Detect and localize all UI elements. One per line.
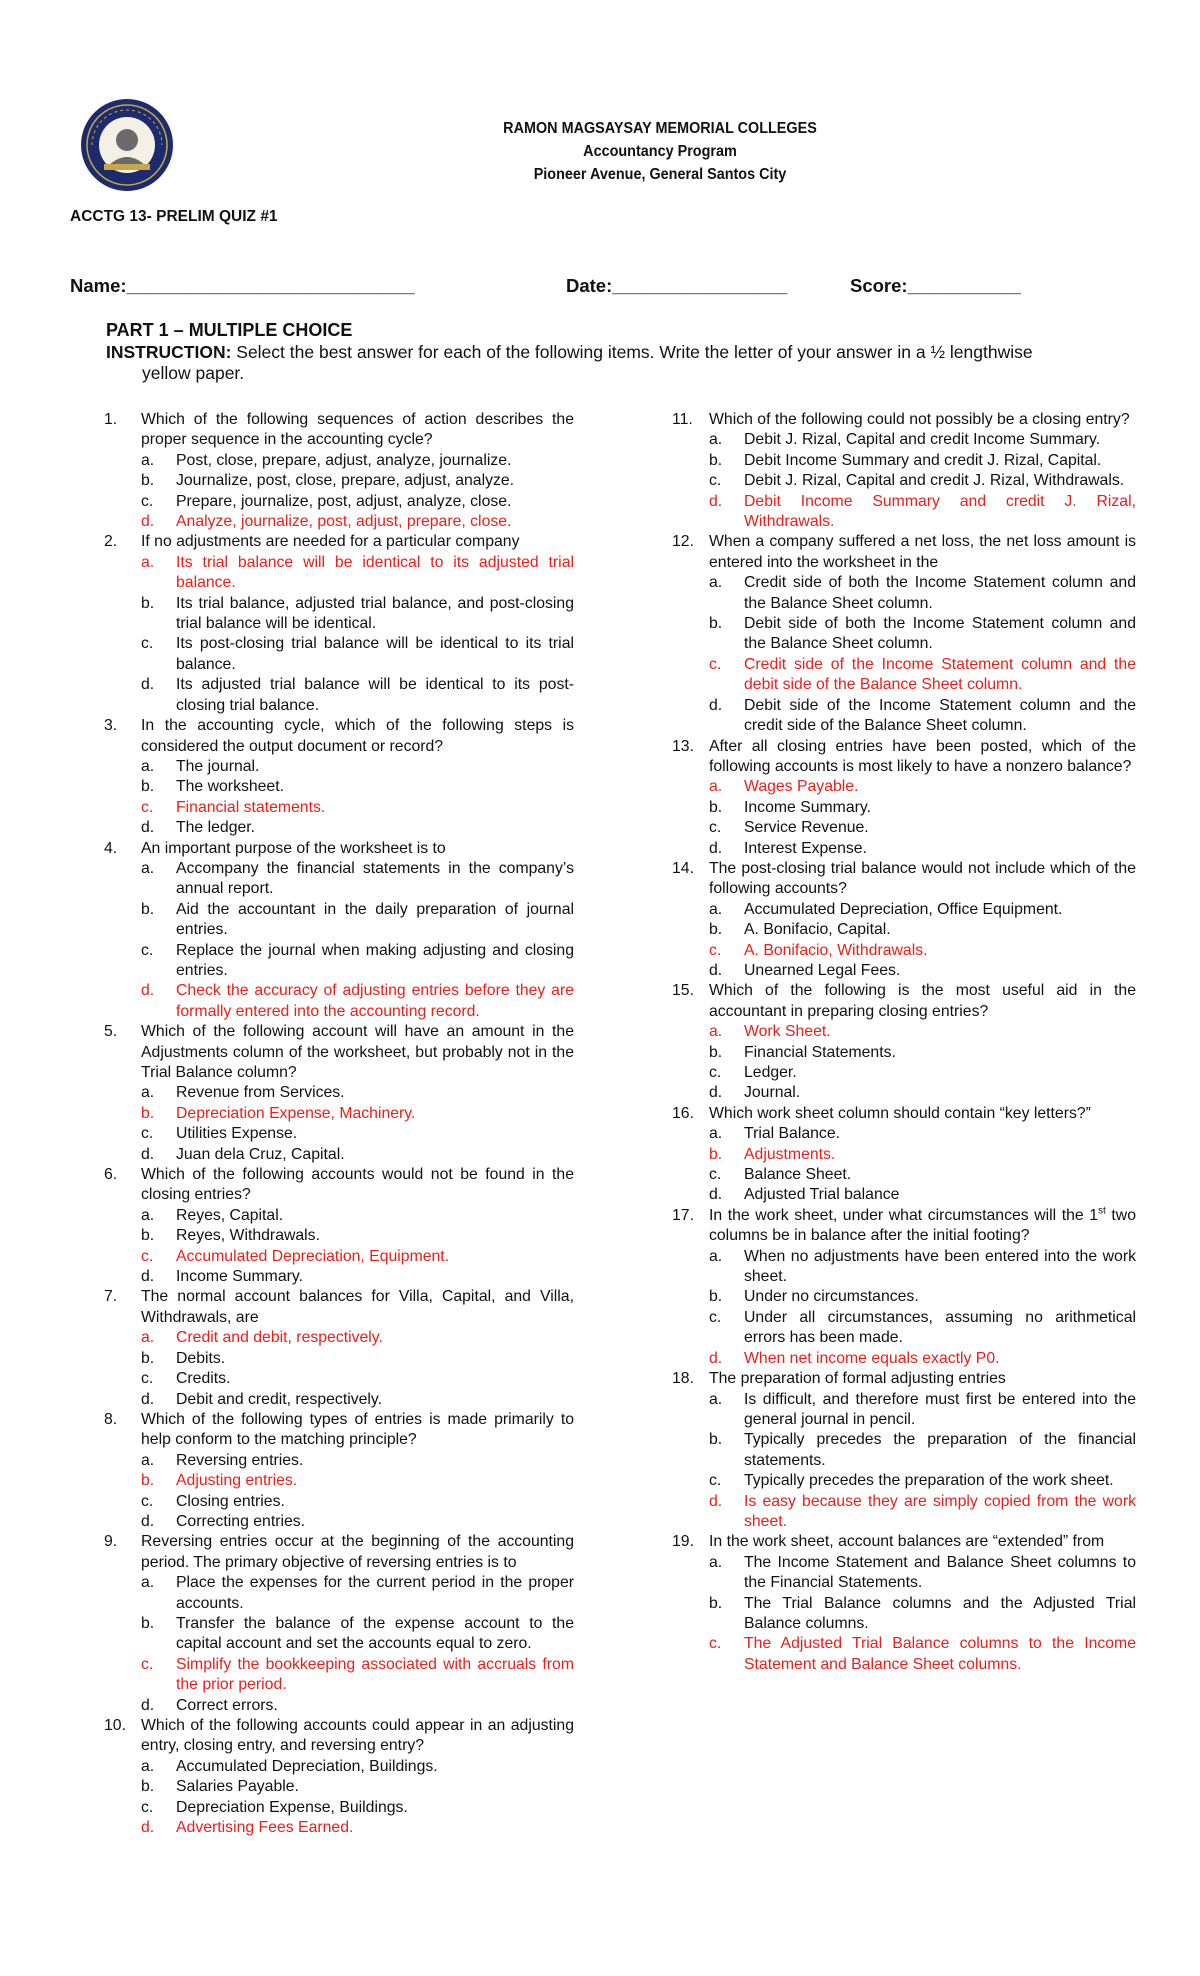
answer-option — [104, 594, 574, 635]
option-text: Is easy because they are simply copied from the work sheet. — [744, 1492, 1136, 1530]
question-item — [672, 1369, 1136, 1532]
school-address: Pioneer Avenue, General Santos City — [533, 166, 787, 183]
question-text: In the work sheet, under what circumstances will the 1st two columns be in balance after the initial footing? — [709, 1205, 1136, 1245]
option-text: Analyze, journalize, post, adjust, prepare, close. — [176, 513, 512, 531]
answer-option — [104, 777, 574, 797]
answer-option — [672, 430, 1136, 450]
answer-option — [104, 1573, 574, 1614]
option-letter: c. — [709, 655, 722, 673]
option-letter: a. — [141, 1329, 155, 1347]
question-item — [672, 1104, 1136, 1206]
option-text: Aid the accountant in the daily preparation of journal entries. — [176, 900, 574, 939]
option-text: Revenue from Services. — [176, 1084, 345, 1102]
question-text: If no adjustments are needed for a particular company — [141, 533, 520, 551]
instruction — [106, 342, 1136, 384]
answer-option — [104, 900, 574, 941]
option-letter: c. — [709, 1635, 722, 1653]
answer-option — [104, 1777, 574, 1797]
question-number: 16. — [672, 1104, 694, 1122]
option-letter: a. — [709, 900, 723, 918]
option-letter: d. — [709, 839, 723, 857]
answer-option — [672, 573, 1136, 614]
option-letter: d. — [141, 1512, 155, 1530]
answer-option-correct — [104, 1818, 574, 1838]
option-text: Correct errors. — [176, 1696, 278, 1714]
option-text: Interest Expense. — [744, 839, 867, 857]
question-number: 12. — [672, 533, 694, 551]
option-letter: d. — [141, 1145, 155, 1163]
answer-option — [672, 1308, 1136, 1349]
option-text: Debit Income Summary and credit J. Rizal, Withdrawals. — [744, 492, 1136, 531]
option-letter: a. — [709, 778, 723, 796]
answer-option — [672, 1430, 1136, 1471]
school-name: RAMON MAGSAYSAY MEMORIAL COLLEGES — [503, 120, 817, 137]
option-letter: b. — [141, 1472, 155, 1490]
question-text: After all closing entries have been posted, which of the following accounts is most likely to have a nonzero balance? — [709, 737, 1136, 775]
quiz-title: ACCTG 13- PRELIM QUIZ #1 — [70, 208, 278, 225]
answer-option-correct — [104, 1471, 574, 1491]
option-text: When no adjustments have been entered into the work sheet. — [744, 1247, 1136, 1286]
question-number: 10. — [104, 1717, 126, 1734]
answer-option — [104, 818, 574, 838]
name-field: Name:____________________________ — [70, 275, 415, 296]
option-text: Credit side of both the Income Statement column and the Balance Sheet column. — [744, 574, 1136, 612]
answer-option — [672, 1471, 1136, 1491]
option-letter: b. — [709, 615, 723, 633]
option-text: Under all circumstances, assuming no arithmetical errors has been made. — [744, 1308, 1136, 1347]
option-text: Under no circumstances. — [744, 1288, 919, 1306]
option-text: The journal. — [176, 757, 260, 775]
college-seal-logo — [80, 98, 174, 192]
option-text: Debit J. Rizal, Capital and credit J. Rizal, Withdrawals. — [744, 472, 1125, 490]
option-text: Journalize, post, close, prepare, adjust, analyze. — [176, 472, 515, 490]
answer-option — [104, 1145, 574, 1165]
answer-option-correct — [104, 1104, 574, 1124]
question-text: Which of the following account will have an amount in the Adjustments column of the worksheet, but probably not in the Trial Balance column? — [141, 1023, 574, 1081]
answer-option-correct — [104, 1247, 574, 1267]
question-number: 2. — [104, 533, 118, 551]
option-letter: d. — [141, 819, 155, 837]
option-letter: d. — [709, 1186, 723, 1204]
question-item — [672, 1206, 1136, 1369]
option-text: Adjusting entries. — [176, 1472, 298, 1490]
answer-option — [672, 451, 1136, 471]
option-letter: b. — [709, 1288, 723, 1306]
question-item — [672, 981, 1136, 1103]
answer-option-correct — [104, 1328, 574, 1348]
option-text: Its trial balance, adjusted trial balance, and post-closing trial balance will be identical. — [176, 594, 574, 633]
question-text: Which of the following types of entries is made primarily to help conform to the matching principle? — [141, 1410, 574, 1449]
answer-option — [104, 1124, 574, 1144]
option-letter: b. — [141, 1104, 155, 1122]
option-text: Replace the journal when making adjusting and closing entries. — [176, 941, 574, 979]
option-letter: a. — [141, 1757, 155, 1775]
option-letter: d. — [141, 982, 155, 1000]
option-text: Closing entries. — [176, 1492, 285, 1510]
option-text: The worksheet. — [176, 778, 284, 796]
option-text: Utilities Expense. — [176, 1125, 298, 1143]
question-text: Which of the following accounts would not be found in the closing entries? — [141, 1166, 574, 1204]
answer-option — [104, 1349, 574, 1369]
answer-option — [104, 1267, 574, 1287]
question-text: In the work sheet, account balances are “extended” from — [709, 1533, 1105, 1551]
answer-option — [104, 1614, 574, 1655]
answer-option — [104, 757, 574, 777]
option-letter: a. — [709, 1390, 723, 1408]
option-text: Depreciation Expense, Machinery. — [176, 1104, 416, 1122]
option-letter: c. — [141, 1492, 154, 1510]
option-text: Credits. — [176, 1370, 231, 1388]
answer-option — [672, 1390, 1136, 1431]
option-letter: d. — [141, 513, 155, 531]
question-item — [104, 1410, 574, 1532]
option-text: Income Summary. — [744, 798, 871, 816]
option-letter: b. — [141, 472, 155, 490]
question-number: 11. — [672, 411, 693, 428]
answer-option — [104, 1206, 574, 1226]
score-field: Score:___________ — [850, 275, 1021, 296]
option-text: Debit side of both the Income Statement column and the Balance Sheet column. — [744, 615, 1136, 653]
question-number: 6. — [104, 1166, 118, 1184]
question-item — [104, 1022, 574, 1165]
option-letter: c. — [709, 819, 722, 837]
option-letter: d. — [709, 492, 723, 510]
question-text: Which of the following could not possibly be a closing entry? — [709, 411, 1130, 428]
question-item — [104, 839, 574, 1023]
option-letter: d. — [141, 1268, 155, 1286]
option-text: Wages Payable. — [744, 778, 859, 796]
question-number: 8. — [104, 1410, 118, 1428]
question-text: When a company suffered a net loss, the net loss amount is entered into the worksheet in the — [709, 533, 1136, 571]
answer-option — [672, 1124, 1136, 1144]
answer-option-correct — [104, 553, 574, 594]
option-letter: d. — [709, 961, 723, 979]
question-number: 17. — [672, 1206, 694, 1224]
option-text: Is difficult, and therefore must first be entered into the general journal in pencil. — [744, 1390, 1136, 1428]
option-letter: a. — [141, 451, 155, 469]
option-letter: d. — [709, 1349, 723, 1367]
option-text: A. Bonifacio, Capital. — [744, 921, 891, 939]
option-text: Income Summary. — [176, 1268, 303, 1286]
option-letter: a. — [709, 1247, 723, 1265]
question-number: 13. — [672, 737, 694, 755]
option-text: Its adjusted trial balance will be identical to its post-closing trial balance. — [176, 676, 574, 714]
option-text: When net income equals exactly P0. — [744, 1349, 1000, 1367]
option-letter: b. — [141, 594, 155, 612]
answer-option — [672, 818, 1136, 838]
option-letter: d. — [141, 1819, 155, 1837]
option-letter: c. — [709, 1166, 722, 1184]
answer-option — [104, 1512, 574, 1532]
question-text: In the accounting cycle, which of the following steps is considered the output document or record? — [141, 717, 574, 755]
answer-option — [104, 471, 574, 491]
answer-option-correct — [104, 981, 574, 1022]
option-text: Transfer the balance of the expense account to the capital account and set the accounts equal to zero. — [176, 1614, 574, 1653]
answer-option-correct — [104, 1655, 574, 1696]
instruction-label: INSTRUCTION: — [106, 342, 232, 362]
option-letter: b. — [709, 1043, 723, 1061]
answer-option — [672, 614, 1136, 655]
answer-option — [104, 1492, 574, 1512]
option-text: Typically precedes the preparation of the work sheet. — [744, 1472, 1114, 1490]
question-item — [104, 532, 574, 716]
answer-option — [104, 1696, 574, 1716]
question-number: 1. — [104, 411, 118, 428]
option-letter: b. — [709, 1594, 723, 1612]
option-text: Debit J. Rizal, Capital and credit Income Summary. — [744, 431, 1101, 449]
answer-option — [104, 675, 574, 716]
option-text: Accumulated Depreciation, Office Equipment. — [744, 900, 1063, 918]
question-text: An important purpose of the worksheet is to — [141, 839, 446, 857]
option-text: Unearned Legal Fees. — [744, 961, 901, 979]
option-text: The ledger. — [176, 819, 256, 837]
option-text: The Trial Balance columns and the Adjusted Trial Balance columns. — [744, 1594, 1136, 1632]
question-text: Which of the following accounts could appear in an adjusting entry, closing entry, and reversing entry? — [141, 1717, 574, 1755]
question-number: 15. — [672, 982, 694, 1000]
question-text: The normal account balances for Villa, Capital, and Villa, Withdrawals, are — [141, 1288, 574, 1326]
question-number: 14. — [672, 859, 694, 877]
answer-option-correct — [104, 798, 574, 818]
option-text: A. Bonifacio, Withdrawals. — [744, 941, 928, 959]
option-letter: c. — [141, 635, 154, 653]
option-text: Ledger. — [744, 1064, 797, 1081]
option-letter: d. — [141, 676, 155, 694]
option-text: Advertising Fees Earned. — [176, 1819, 354, 1837]
question-number: 4. — [104, 839, 118, 857]
answer-option — [672, 1247, 1136, 1288]
option-letter: c. — [709, 941, 722, 959]
option-text: Salaries Payable. — [176, 1778, 299, 1796]
option-letter: a. — [141, 1574, 155, 1592]
option-text: Simplify the bookkeeping associated with accruals from the prior period. — [176, 1655, 574, 1694]
answer-option — [672, 696, 1136, 737]
answer-option — [104, 1083, 574, 1103]
question-item — [672, 859, 1136, 981]
option-text: Reversing entries. — [176, 1451, 304, 1469]
option-letter: a. — [141, 1451, 155, 1469]
option-letter: c. — [709, 1064, 722, 1081]
option-text: Work Sheet. — [744, 1023, 831, 1041]
option-text: Reyes, Withdrawals. — [176, 1227, 320, 1245]
question-text: Which work sheet column should contain “key letters?” — [709, 1104, 1091, 1122]
question-item — [672, 1532, 1136, 1675]
option-letter: c. — [141, 1125, 154, 1143]
option-text: Adjustments. — [744, 1145, 836, 1163]
option-text: Debits. — [176, 1349, 226, 1367]
option-letter: a. — [141, 1084, 155, 1102]
option-letter: d. — [709, 1492, 723, 1510]
option-letter: b. — [141, 1227, 155, 1245]
option-letter: a. — [709, 1023, 723, 1041]
option-letter: c. — [141, 492, 154, 510]
answer-option — [104, 1798, 574, 1818]
option-text: Its post-closing trial balance will be identical to its trial balance. — [176, 635, 574, 673]
answer-option — [104, 1451, 574, 1471]
option-letter: c. — [709, 1472, 722, 1490]
questions-column-left — [104, 410, 574, 1838]
option-letter: c. — [709, 1308, 722, 1326]
option-letter: a. — [709, 1125, 723, 1143]
question-number: 18. — [672, 1370, 694, 1388]
answer-option — [104, 1369, 574, 1389]
option-letter: c. — [141, 941, 154, 959]
option-text: Place the expenses for the current period in the proper accounts. — [176, 1574, 574, 1612]
option-text: The Income Statement and Balance Sheet columns to the Financial Statements. — [744, 1553, 1136, 1592]
question-text: The preparation of formal adjusting entries — [709, 1370, 1006, 1388]
option-letter: c. — [141, 1247, 154, 1265]
answer-option-correct — [672, 492, 1136, 533]
option-text: Financial statements. — [176, 798, 326, 816]
option-letter: b. — [141, 778, 155, 796]
answer-option-correct — [672, 1634, 1136, 1675]
answer-option-correct — [672, 1349, 1136, 1369]
option-letter: b. — [141, 1349, 155, 1367]
option-letter: c. — [141, 1370, 154, 1388]
answer-option — [672, 961, 1136, 981]
question-number: 19. — [672, 1533, 694, 1551]
answer-option-correct — [672, 1145, 1136, 1165]
question-item — [672, 532, 1136, 736]
option-letter: c. — [141, 1655, 154, 1673]
answer-option — [104, 634, 574, 675]
question-item — [672, 410, 1136, 532]
question-item — [672, 737, 1136, 859]
question-number: 5. — [104, 1023, 118, 1041]
answer-option — [672, 1287, 1136, 1307]
option-letter: b. — [709, 798, 723, 816]
date-field: Date:_________________ — [566, 275, 788, 296]
option-text: Accumulated Depreciation, Buildings. — [176, 1757, 438, 1775]
question-number: 3. — [104, 717, 118, 735]
answer-option — [672, 1553, 1136, 1594]
option-text: Depreciation Expense, Buildings. — [176, 1798, 408, 1816]
answer-option — [672, 1063, 1136, 1083]
option-letter: b. — [709, 921, 723, 939]
option-text: Trial Balance. — [744, 1125, 840, 1143]
option-letter: a. — [709, 574, 723, 592]
answer-option-correct — [672, 1492, 1136, 1533]
answer-option — [672, 900, 1136, 920]
question-text: Which of the following sequences of action describes the proper sequence in the accounting cycle? — [141, 411, 574, 449]
option-letter: a. — [141, 757, 155, 775]
option-letter: b. — [141, 1778, 155, 1796]
option-text: Juan dela Cruz, Capital. — [176, 1145, 345, 1163]
option-letter: b. — [709, 1145, 723, 1163]
option-text: Service Revenue. — [744, 819, 869, 837]
option-text: Reyes, Capital. — [176, 1206, 284, 1224]
option-text: Debit Income Summary and credit J. Rizal, Capital. — [744, 451, 1102, 469]
answer-option-correct — [672, 777, 1136, 797]
option-letter: d. — [709, 696, 723, 714]
option-letter: c. — [709, 472, 722, 490]
answer-option — [672, 471, 1136, 491]
answer-option — [672, 839, 1136, 859]
option-letter: a. — [709, 1553, 723, 1571]
answer-option-correct — [672, 941, 1136, 961]
option-text: The Adjusted Trial Balance columns to the Income Statement and Balance Sheet columns. — [744, 1635, 1136, 1673]
answer-option — [104, 941, 574, 982]
option-letter: a. — [141, 553, 155, 571]
question-text: The post-closing trial balance would not include which of the following accounts? — [709, 859, 1136, 898]
option-text: Accompany the financial statements in the company’s annual report. — [176, 859, 574, 898]
instruction-continuation: yellow paper. — [142, 363, 245, 383]
option-text: Debit side of the Income Statement column and the credit side of the Balance Sheet column. — [744, 696, 1136, 735]
option-letter: b. — [709, 1431, 723, 1449]
option-text: Balance Sheet. — [744, 1166, 852, 1184]
answer-option — [672, 1594, 1136, 1635]
option-text: Financial Statements. — [744, 1043, 896, 1061]
option-letter: a. — [141, 859, 155, 877]
answer-option — [104, 1226, 574, 1246]
answer-option-correct — [104, 512, 574, 532]
option-letter: b. — [141, 1614, 155, 1632]
option-text: Correcting entries. — [176, 1512, 306, 1530]
question-item — [104, 1716, 574, 1838]
option-letter: d. — [709, 1084, 723, 1102]
answer-option — [104, 859, 574, 900]
option-letter: d. — [141, 1696, 155, 1714]
program-name: Accountancy Program — [583, 143, 737, 160]
option-text: Adjusted Trial balance — [744, 1186, 900, 1204]
option-text: Check the accuracy of adjusting entries before they are formally entered into the accounting record. — [176, 982, 574, 1020]
option-text: Post, close, prepare, adjust, analyze, journalize. — [176, 451, 512, 469]
option-text: Credit and debit, respectively. — [176, 1329, 383, 1347]
question-item — [104, 410, 574, 532]
option-text: Journal. — [744, 1084, 801, 1102]
option-text: Credit side of the Income Statement column and the debit side of the Balance Sheet column. — [744, 655, 1136, 694]
answer-option — [104, 492, 574, 512]
option-text: Its trial balance will be identical to its adjusted trial balance. — [176, 553, 574, 592]
option-letter: a. — [141, 1206, 155, 1224]
answer-option-correct — [672, 655, 1136, 696]
question-item — [104, 1287, 574, 1409]
answer-option — [672, 798, 1136, 818]
option-letter: c. — [141, 798, 154, 816]
answer-option — [672, 920, 1136, 940]
option-letter: b. — [709, 451, 723, 469]
question-item — [104, 1165, 574, 1287]
questions-column-right — [672, 410, 1136, 1675]
answer-option — [104, 451, 574, 471]
option-text: Accumulated Depreciation, Equipment. — [176, 1247, 450, 1265]
answer-option — [104, 1390, 574, 1410]
option-letter: c. — [141, 1798, 154, 1816]
option-text: Prepare, journalize, post, adjust, analyze, close. — [176, 492, 512, 510]
question-text: Reversing entries occur at the beginning of the accounting period. The primary objective of reversing entries is to — [141, 1533, 574, 1571]
question-number: 7. — [104, 1288, 118, 1306]
question-item — [104, 1532, 574, 1716]
answer-option-correct — [672, 1022, 1136, 1042]
option-letter: b. — [141, 900, 155, 918]
answer-option — [672, 1185, 1136, 1205]
option-letter: d. — [141, 1390, 155, 1408]
answer-option — [672, 1165, 1136, 1185]
option-text: Debit and credit, respectively. — [176, 1390, 383, 1408]
answer-option — [672, 1043, 1136, 1063]
answer-option — [104, 1757, 574, 1777]
question-number: 9. — [104, 1533, 118, 1551]
option-text: Typically precedes the preparation of the financial statements. — [744, 1431, 1136, 1469]
question-text: Which of the following is the most useful aid in the accountant in preparing closing entries? — [709, 982, 1136, 1020]
option-letter: a. — [709, 431, 723, 449]
instruction-text: Select the best answer for each of the following items. Write the letter of your answer in a ½ lengthwise — [231, 342, 1033, 362]
question-item — [104, 716, 574, 838]
part-title: PART 1 – MULTIPLE CHOICE — [106, 320, 353, 340]
answer-option — [672, 1083, 1136, 1103]
document-header — [462, 117, 858, 186]
